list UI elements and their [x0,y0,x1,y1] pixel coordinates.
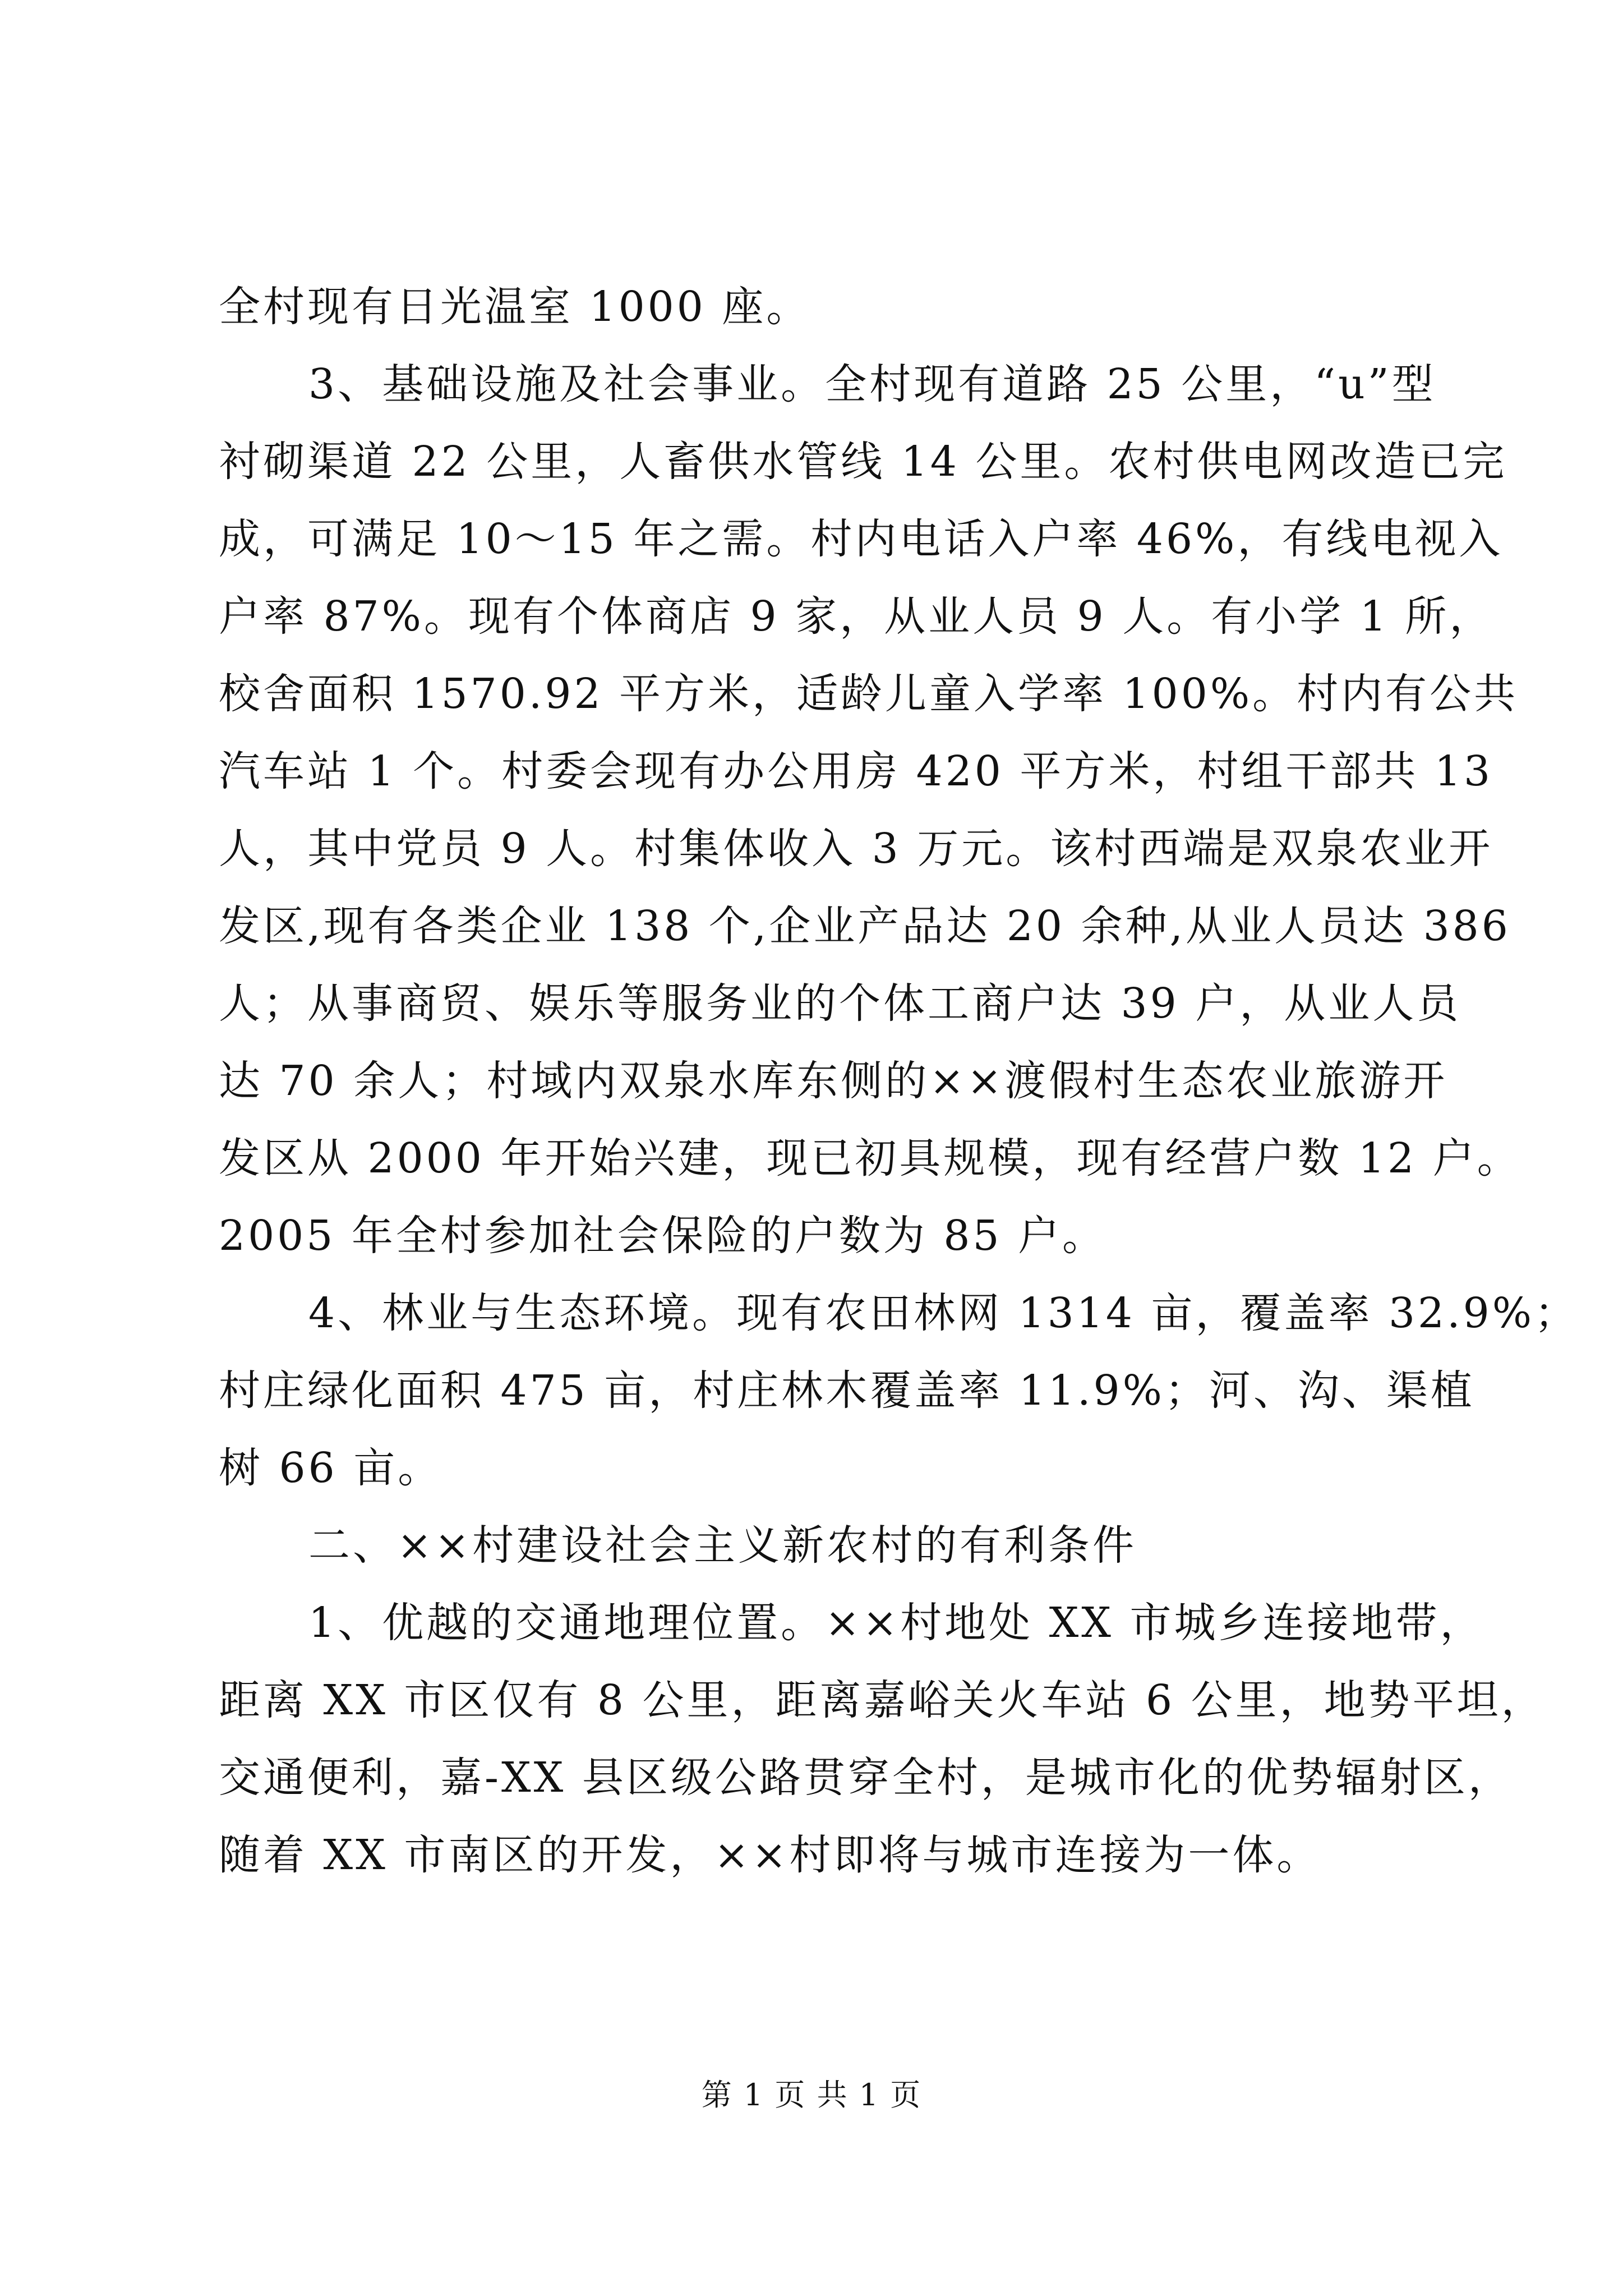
document-body [219,268,1579,1894]
text-line: 人；从事商贸、娱乐等服务业的个体工商户达 39 户，从业人员 [219,979,1461,1028]
text-line: 树 66 亩。 [219,1444,442,1492]
section-heading: 二、××村建设社会主义新农村的有利条件 [308,1521,1137,1570]
paragraph-heading-infrastructure: 3、基础设施及社会事业。全村现有道路 25 公里，“u”型 [308,360,1436,408]
page-footer: 第 1 页 共 1 页 [701,2077,922,2113]
text-line: 距离 XX 市区仅有 8 公里，距离嘉峪关火车站 6 公里，地势平坦， [219,1676,1546,1724]
text-line: 2005 年全村参加社会保险的户数为 85 户。 [219,1212,1107,1260]
paragraph-heading-forestry: 4、林业与生态环境。现有农田林网 1314 亩，覆盖率 32.9%； [308,1289,1579,1337]
text-line: 校舍面积 1570.92 平方米，适龄儿童入学率 100%。村内有公共 [219,670,1519,718]
text-line: 随着 XX 市南区的开发，××村即将与城市连接为一体。 [219,1831,1321,1879]
text-line: 发区,现有各类企业 138 个,企业产品达 20 余种,从业人员达 386 [219,902,1511,950]
text-line: 全村现有日光温室 1000 座。 [219,283,811,331]
text-line: 达 70 余人；村域内双泉水库东侧的××渡假村生态农业旅游开 [219,1057,1448,1105]
text-line: 村庄绿化面积 475 亩，村庄林木覆盖率 11.9%；河、沟、渠植 [219,1366,1475,1415]
text-line: 交通便利，嘉-XX 县区级公路贯穿全村，是城市化的优势辐射区， [219,1754,1513,1802]
text-line: 衬砌渠道 22 公里，人畜供水管线 14 公里。农村供电网改造已完 [219,438,1507,486]
text-line: 人，其中党员 9 人。村集体收入 3 万元。该村西端是双泉农业开 [219,825,1493,873]
text-line: 汽车站 1 个。村委会现有办公用房 420 平方米，村组干部共 13 [219,747,1493,795]
paragraph-heading-location: 1、优越的交通地理位置。××村地处 XX 市城乡连接地带， [308,1599,1484,1647]
text-line: 成，可满足 10～15 年之需。村内电话入户率 46%，有线电视入 [219,515,1504,563]
text-line: 户率 87%。现有个体商店 9 家，从业人员 9 人。有小学 1 所， [219,592,1494,641]
text-line: 发区从 2000 年开始兴建，现已初具规模，现有经营户数 12 户。 [219,1134,1521,1182]
